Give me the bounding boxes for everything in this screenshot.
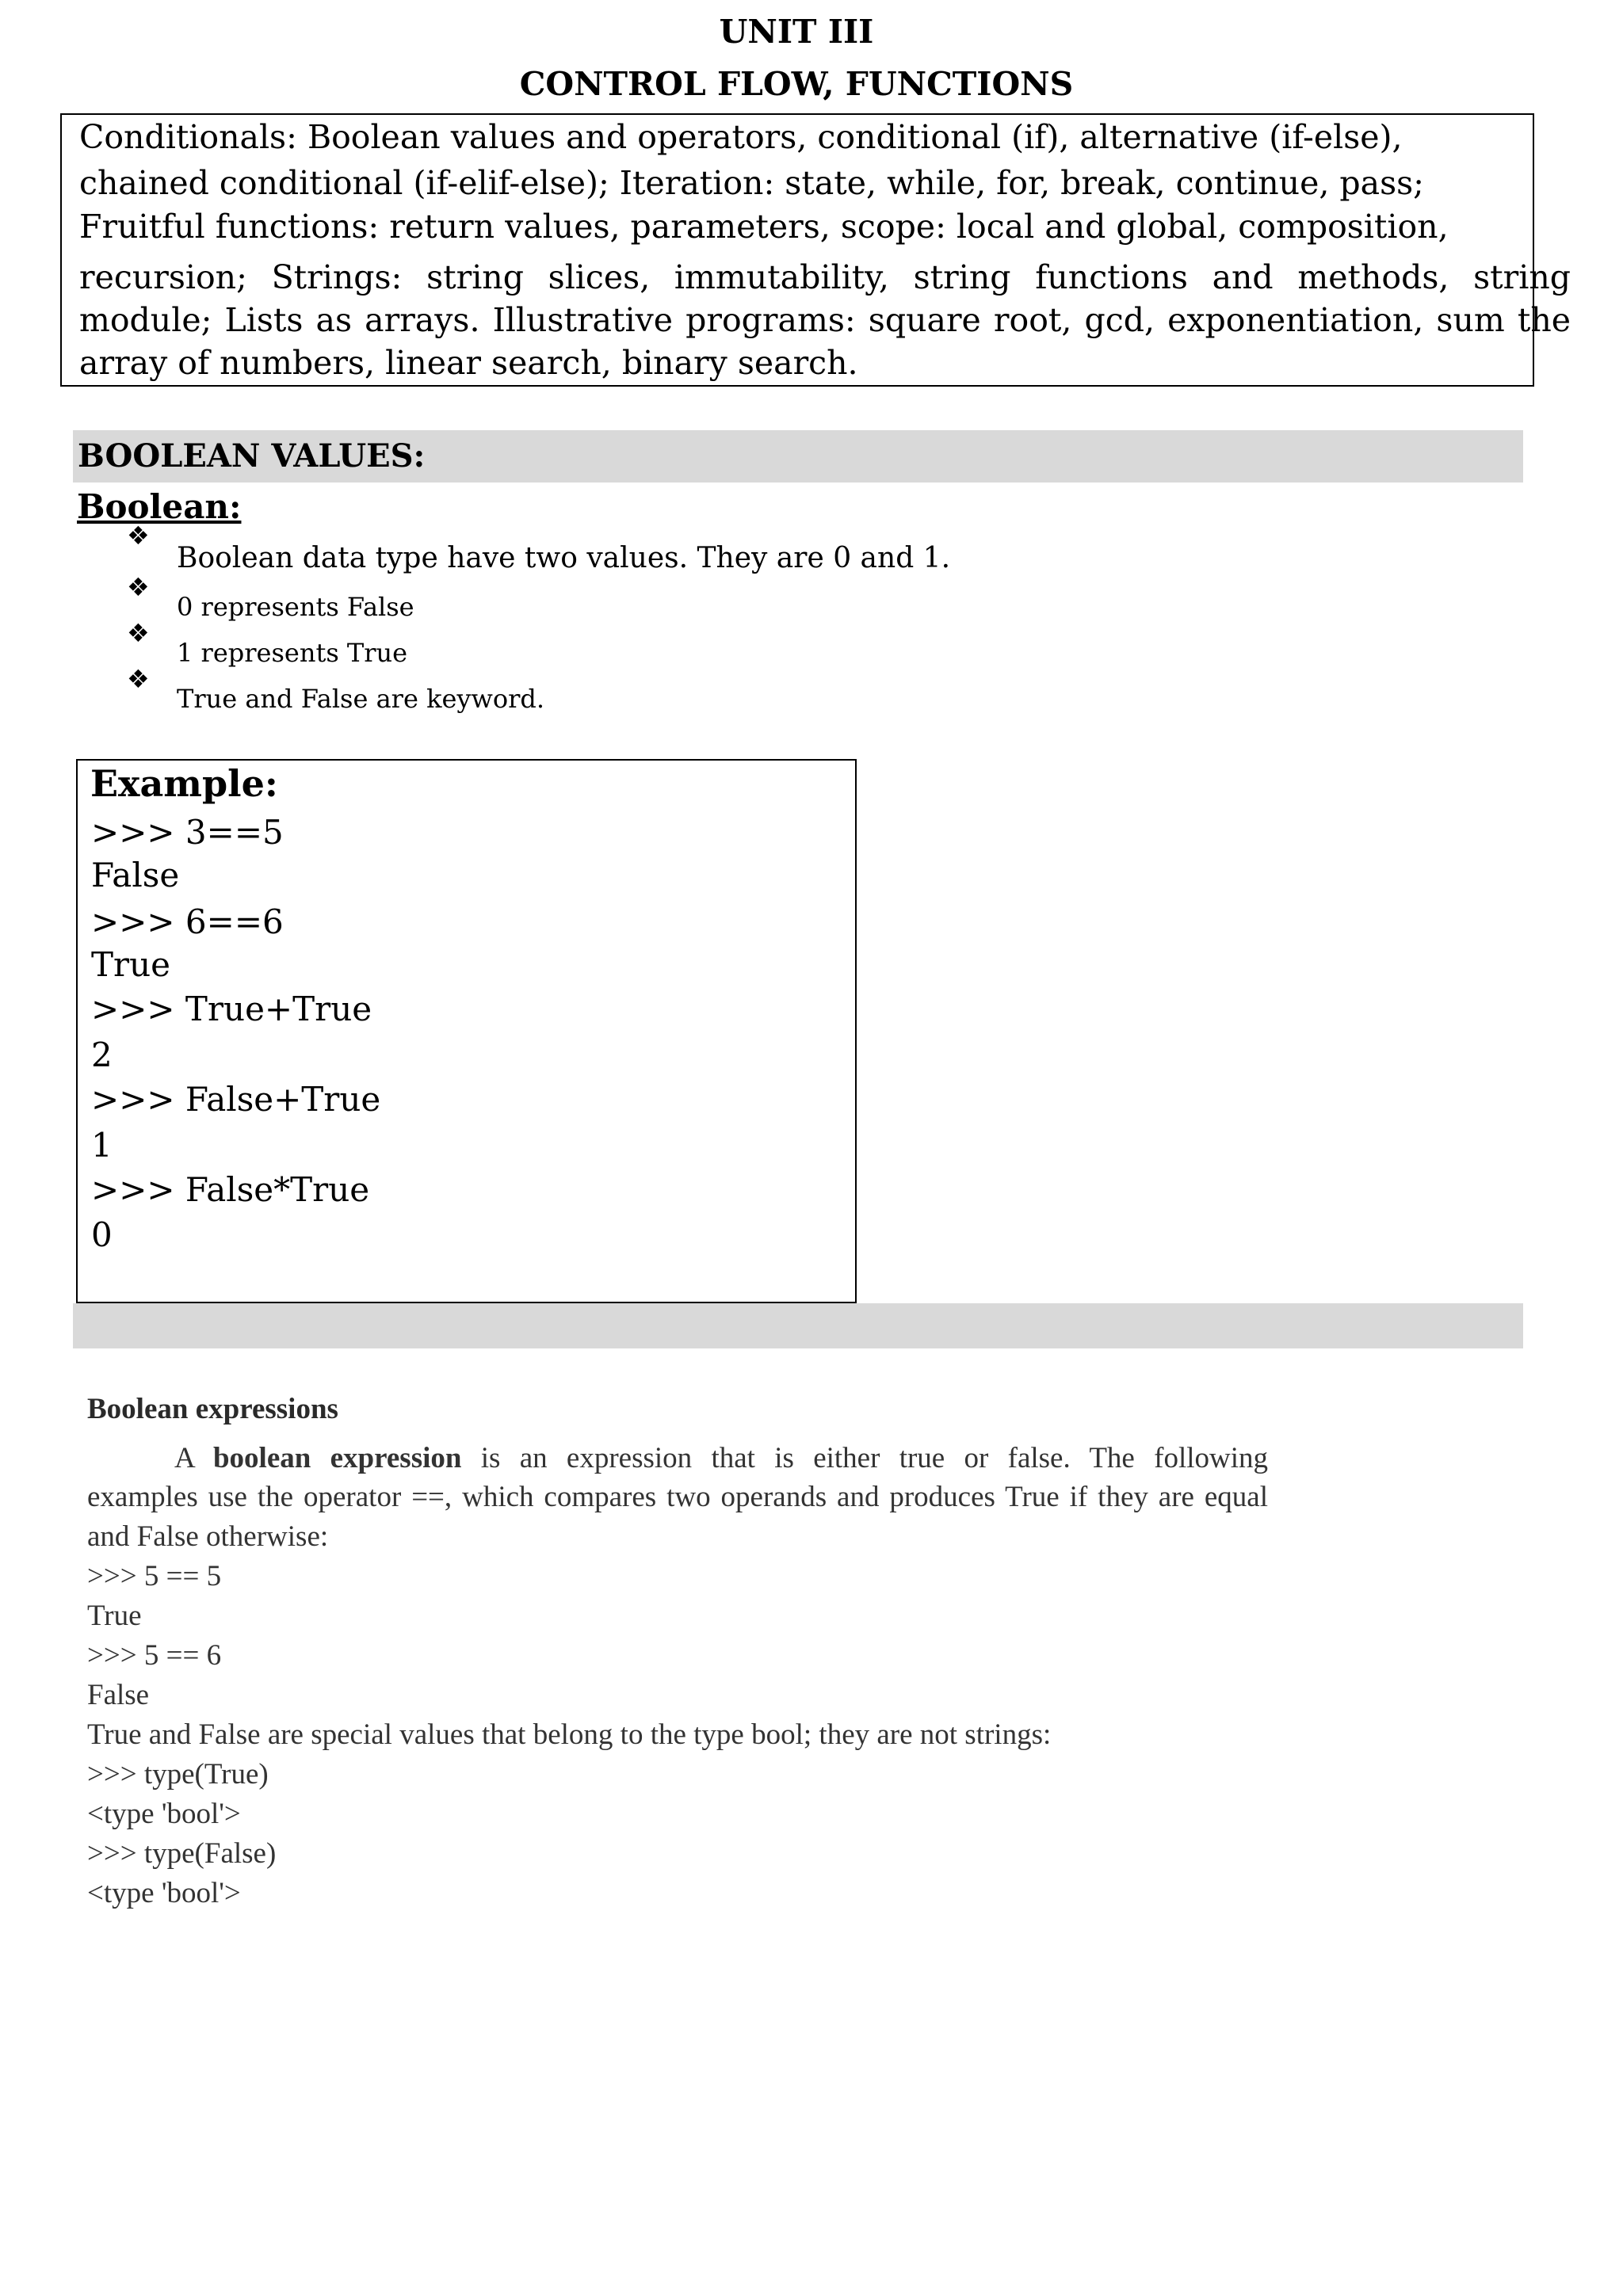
syllabus-line: module; Lists as arrays. Illustrative programs: square root, gcd, exponentiation, sum the (79, 301, 1571, 339)
syllabus-line: Conditionals: Boolean values and operators, conditional (if), alternative (if-else), (79, 118, 1403, 156)
code-line: >>> 3==5 (91, 813, 284, 852)
paragraph-text: is an expression that is either true or false. The following (480, 1442, 1269, 1474)
code-line: >>> type(True) (87, 1758, 269, 1791)
paragraph-lead: A (174, 1442, 194, 1474)
diamond-bullet-icon: ❖ (127, 572, 150, 602)
code-line: >>> 6==6 (91, 902, 284, 941)
syllabus-line: chained conditional (if-elif-else); Iteration: state, while, for, break, continue, pass; (79, 164, 1424, 202)
diamond-bullet-icon: ❖ (127, 664, 150, 694)
subsection-heading: Boolean: (77, 487, 242, 526)
paragraph-line: True and False are special values that belong to the type bool; they are not strings: (87, 1718, 1052, 1751)
paragraph-line (87, 1444, 1268, 1473)
bullet-item: 1 represents True (177, 638, 408, 668)
syllabus-line: Fruitful functions: return values, parameters, scope: local and global, composition, (79, 208, 1449, 246)
unit-title: UNIT III (719, 13, 874, 51)
bullet-item: 0 represents False (177, 592, 414, 622)
paragraph-line: examples use the operator ==, which compares two operands and produces True if they are equal (87, 1481, 1268, 1513)
code-line: >>> 5 == 6 (87, 1639, 222, 1672)
boolean-expression-term: boolean expression (212, 1442, 462, 1474)
bullet-item: Boolean data type have two values. They are 0 and 1. (177, 542, 951, 574)
code-line: >>> False*True (91, 1170, 370, 1209)
diamond-bullet-icon: ❖ (127, 521, 150, 551)
section-heading: BOOLEAN VALUES: (78, 437, 426, 475)
code-line: <type 'bool'> (87, 1877, 241, 1909)
diamond-bullet-icon: ❖ (127, 618, 150, 648)
syllabus-line: array of numbers, linear search, binary search. (79, 344, 858, 382)
boolean-expressions-heading: Boolean expressions (87, 1393, 338, 1425)
page-title: CONTROL FLOW, FUNCTIONS (519, 65, 1074, 103)
code-line: 2 (91, 1035, 113, 1074)
section-band (73, 1303, 1523, 1348)
code-line: 1 (91, 1126, 113, 1165)
code-line: 0 (91, 1215, 113, 1254)
example-title: Example: (90, 762, 278, 805)
paragraph-line: and False otherwise: (87, 1520, 329, 1553)
code-line: True (87, 1600, 142, 1632)
code-line: >>> False+True (91, 1080, 381, 1119)
code-line: >>> type(False) (87, 1837, 277, 1870)
code-line: >>> 5 == 5 (87, 1560, 222, 1592)
code-line: <type 'bool'> (87, 1798, 241, 1830)
code-line: False (91, 856, 180, 894)
code-line: False (87, 1679, 150, 1711)
syllabus-box (60, 113, 1571, 387)
bullet-item: True and False are keyword. (177, 684, 545, 714)
code-line: >>> True+True (91, 990, 372, 1028)
syllabus-line: recursion; Strings: string slices, immutability, string functions and methods, string (79, 258, 1571, 296)
code-line: True (91, 945, 170, 984)
